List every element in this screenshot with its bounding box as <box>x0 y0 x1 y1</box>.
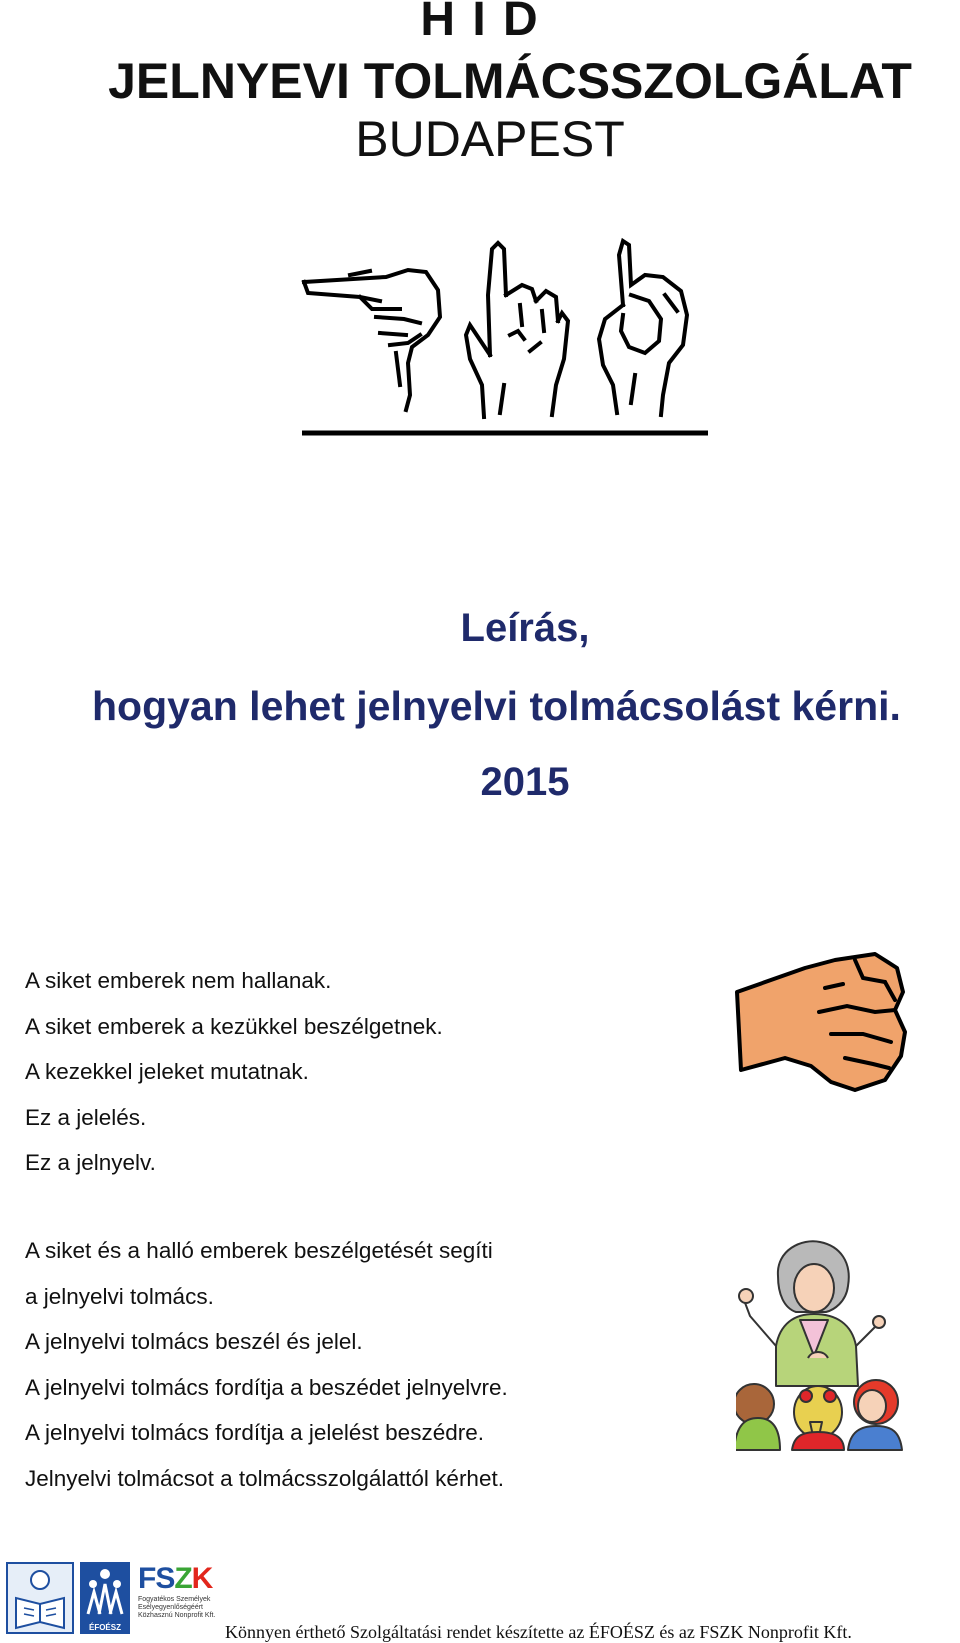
efoesz-logo <box>80 1562 130 1634</box>
paragraph-line: Ez a jelnyelv. <box>25 1150 156 1175</box>
fszk-logo <box>138 1562 216 1634</box>
paragraph-line: Jelnyelvi tolmácsot a tolmácsszolgálattól kérhet. <box>25 1465 504 1491</box>
subtitle-description: Leírás, <box>460 606 590 650</box>
fszk-tagline-line: Közhasznú Nonprofit Kft. <box>138 1612 216 1619</box>
paragraph-line: a jelnyelvi tolmács. <box>25 1283 214 1309</box>
hand-finger-up-icon <box>466 243 568 417</box>
paragraph-line: Ez a jelelés. <box>25 1104 147 1130</box>
paragraph-line: A jelnyelvi tolmács fordítja a jelelést beszédre. <box>25 1420 484 1445</box>
efoesz-label: ÉFOÉSZ <box>88 1623 121 1632</box>
paragraph-line: A siket és a halló emberek beszélgetését segíti <box>25 1238 493 1263</box>
hand-o-shape-icon <box>599 241 687 415</box>
header-title-service: JELNYEVI TOLMÁCSSZOLGÁLAT <box>108 53 912 109</box>
paragraph-deaf-people <box>25 958 443 1186</box>
subtitle-year: 2015 <box>480 760 570 804</box>
fszk-wordmark: FSZK <box>138 1562 213 1595</box>
paragraph-line: A jelnyelvi tolmács beszél és jelel. <box>25 1329 363 1354</box>
header-title-hid: H I D <box>420 0 540 46</box>
fist-illustration <box>735 948 915 1096</box>
subtitle-how-to-request: hogyan lehet jelnyelvi tolmácsolást kérni. <box>92 683 901 729</box>
hid-sign-hands-logo <box>300 235 720 457</box>
paragraph-line: A kezekkel jeleket mutatnak. <box>25 1059 309 1084</box>
paragraph-line: A jelnyelvi tolmács fordítja a beszédet jelnyelvre. <box>25 1374 508 1400</box>
easy-read-logo <box>6 1562 74 1634</box>
paragraph-line: A siket emberek a kezükkel beszélgetnek. <box>25 1013 443 1039</box>
hand-pointing-icon <box>304 270 440 410</box>
fszk-tagline-line: Fogyatékos Személyek <box>138 1596 211 1603</box>
fszk-tagline-line: Esélyegyenlőségéért <box>138 1604 203 1611</box>
paragraph-interpreter <box>25 1228 508 1501</box>
header-title-city: BUDAPEST <box>355 111 625 167</box>
fszk-tagline <box>138 1596 216 1620</box>
paragraph-line: A siket emberek nem hallanak. <box>25 968 332 993</box>
interpreter-with-children-illustration <box>736 1236 916 1456</box>
footer-credit: Könnyen érthető Szolgáltatási rendet készítette az ÉFOÉSZ és az FSZK Nonprofit Kft. <box>225 1622 852 1642</box>
